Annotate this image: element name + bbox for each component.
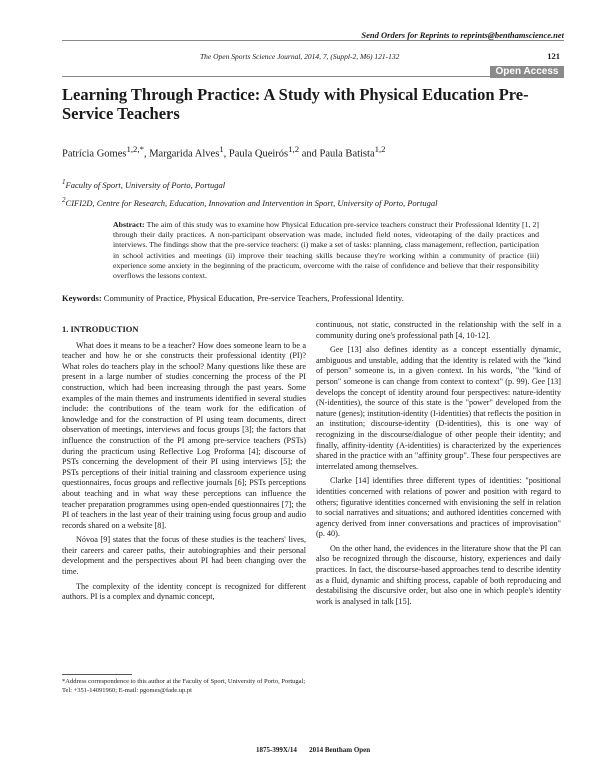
page-footer xyxy=(256,746,370,754)
keywords-text: Community of Practice, Physical Education, Pre-service Teachers, Professional Identity. xyxy=(103,293,404,303)
abstract-label: Abstract: xyxy=(113,220,145,229)
affiliation-sup: 2 xyxy=(62,196,66,204)
paragraph: continuous, not static, constructed in the relationship with the self in a community during one's professional path [4, 10-12]. xyxy=(316,320,561,340)
page-number: 121 xyxy=(547,51,560,61)
left-column xyxy=(62,320,306,607)
affiliation-2 xyxy=(62,196,437,208)
footnote-rule xyxy=(62,674,132,675)
paragraph: On the other hand, the evidences in the literature show that the PI can also be recognized through the discourse, history, experiences and daily practices. In fact, the discourse-based approaches tend to describe identity as a fluid, dynamic and shifting process, capable of both reproducing and destabilising the discursive order, but also one in which people's identity work is analysed in talk [15]. xyxy=(316,543,561,606)
publisher: 2014 Bentham Open xyxy=(309,746,371,754)
affiliation-sup: 1 xyxy=(62,178,66,186)
paragraph: Gee [13] also defines identity as a concept essentially dynamic, ambiguous and unstable, adding that the identity is related with the "kind of person" someone is, in a given context. In his words, "the "kind of person" someone is can change from context to context" (p. 99). Gee [13] develops the concept of identity around four perspectives: nature-identity (N-identities), the source of this state is the "power" developed from the nature (genes); institution-identity (I-identities) that reflects the position in an institution; discourse-identity (D-identities), this is one way of recognizing in the discourse/dialogue of other people their identity; and finally, affinity-identity (A-identities) is characterized by the experiences shared in the practice with an "affinity group". These four perspectives are interrelated among themselves. xyxy=(316,345,561,471)
keywords-label: Keywords: xyxy=(62,293,102,303)
abstract xyxy=(113,220,539,281)
author-list: Patrícia Gomes$^{1,2,*}$, Margarida Alves$^1$, Paula Queirós$^{1,2}$ and Paula Batista$^{1,2}$ xyxy=(62,144,386,160)
author-sup: 1,2,* xyxy=(126,144,144,154)
author-sup: 1,2 xyxy=(374,144,386,154)
issn: 1875-399X/14 xyxy=(256,746,297,754)
abstract-text: The aim of this study was to examine how Physical Education pre-service teachers construct their Professional Identity [1, 2] through their daily practices. A non-participant observation was made, included field notes, videotaping of the daily practices and interviews. The findings show that the pre-service teachers: (i) make a set of tasks: planning, class management, reflection, participation in school activities and meetings (ii) improve their teaching skills because they're working within a community of practice (iii) experience some anxiety in the beginning of the practicum, overcome with the raise of confidence and believe that their responsibility overflows the lessons context. xyxy=(113,220,540,281)
author-name: Patrícia Gomes xyxy=(62,148,127,160)
author-sup: 1,2 xyxy=(288,144,300,154)
paragraph: Clarke [14] identifies three different types of identities: "positional identities concerned with relations of power and position with regard to others; figurative identities concerned with envisioning the self in relation to social narratives and situations; and authored identities concerned with agency derived from inner conversations and practices of improvisation" (p. 40). xyxy=(316,476,561,539)
author-sup: 1 xyxy=(219,144,224,154)
right-column xyxy=(316,320,561,611)
correspondence-footnote: *Address correspondence to this author at the Faculty of Sport, University of Porto, Portugal; Tel: +351-14091960; E-mail: pgomes@fade.up.pt xyxy=(62,678,306,694)
affiliation-text: CIFI2D, Centre for Research, Education, Innovation and Intervention in Sport, University of Porto, Portugal xyxy=(65,197,438,208)
paper-title: Learning Through Practice: A Study with Physical Education Pre-Service Teachers xyxy=(62,85,529,123)
paragraph: Nóvoa [9] states that the focus of these studies is the teachers' lives, their careers and career paths, their autobiographies and their personal development and the perspectives about PI had been changing over the time. xyxy=(62,535,306,577)
affiliation-1 xyxy=(62,178,225,190)
paragraph: The complexity of the identity concept is recognized for different authors. PI is a complex and dynamic concept, xyxy=(62,581,306,602)
reprints-notice: Send Orders for Reprints to reprints@benthamscience.net xyxy=(361,30,564,40)
author-name: Paula Batista xyxy=(319,148,375,160)
author-name: Paula Queirós xyxy=(228,148,289,160)
open-access-rule xyxy=(62,76,490,77)
affiliation-text: Faculty of Sport, University of Porto, Portugal xyxy=(65,179,226,190)
author-name: Margarida Alves xyxy=(149,148,220,160)
open-access-badge: Open Access xyxy=(490,66,564,78)
journal-citation: The Open Sports Science Journal, 2014, 7, (Suppl-2, M6) 121-132 xyxy=(200,52,400,61)
keywords xyxy=(62,293,404,303)
paragraph: What does it means to be a teacher? How does someone learn to be a teacher and how he or she constructs their professional identity (PI)? What roles do teachers play in the school? Many questions like these are present in a large number of studies concerning the process of the PI construction, which had been increasing through the past years. Some examples of the main themes and instruments identified in several studies include: the contributions of the team work for the edification of knowledge and for the construction of PI using team documents, direct observation of meetings, interviews and focus groups [3]; the factors that influence the construction of the PI among pre-service teachers (PSTs) during the practicum using Reflective Log Proforma [4]; discourse of PSTs concerning the development of their PI using interviews [5]; the PSTs perceptions of their initial training and classroom experience using questionnaires, focus groups and reflective journals [6]; PSTs perceptions about teaching and in what way these perceptions can influence the teacher preparation programmes using open-ended questionnaires [7]; the PI of teachers in the last year of their training using focus group and audio records shared on a website [8]. xyxy=(62,340,306,530)
section-heading: 1. INTRODUCTION xyxy=(62,324,139,334)
